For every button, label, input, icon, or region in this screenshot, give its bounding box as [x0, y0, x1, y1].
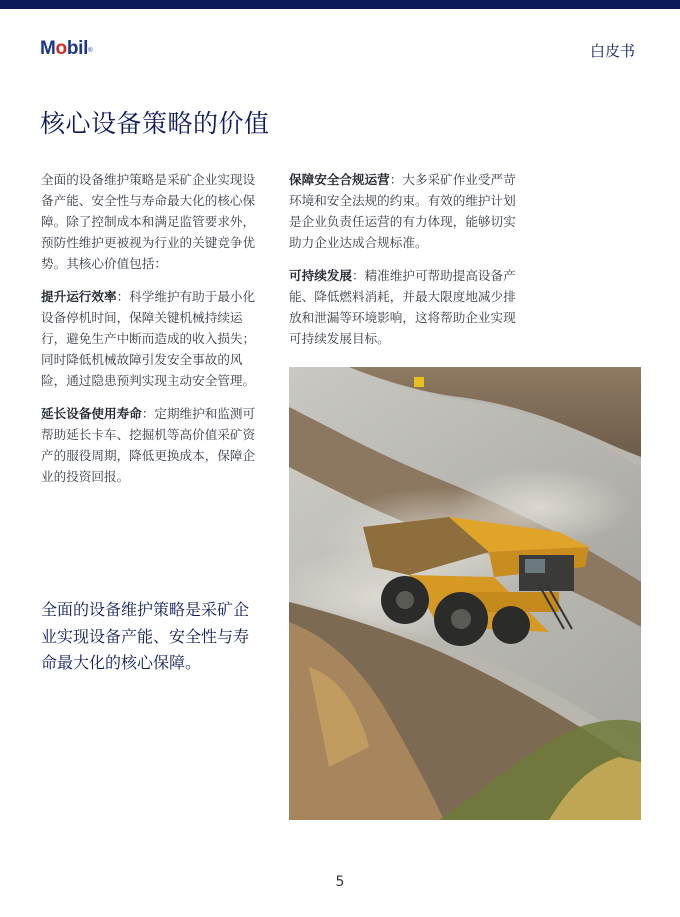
pull-quote: 全面的设备维护策略是采矿企业实现设备产能、安全性与寿命最大化的核心保障。: [41, 600, 250, 672]
page-title: 核心设备策略的价值: [40, 109, 270, 138]
compliance-paragraph: 保障安全合规运营：大多采矿作业受严苛环境和安全法规的约束。有效的维护计划是企业负责任运营的有力体现，能够切实助力企业达成合规标准。: [289, 172, 516, 250]
top-bar: [0, 0, 680, 9]
page-number: 5: [335, 874, 345, 890]
efficiency-body: 科学维护有助于最小化设备停机时间，保障关键机械持续运行，避免生产中断而造成的收入损失；同时降低机械故障引发安全事故的风险，通过隐患预判实现主动安全管理。: [41, 289, 256, 388]
left-column: [41, 169, 265, 499]
lifespan-paragraph: 延长设备使用寿命：定期维护和监测可帮助延长卡车、挖掘机等高价值采矿资产的服役周期，降低更换成本，保障企业的投资回报。: [41, 406, 256, 484]
efficiency-heading: 提升运行效率: [41, 289, 117, 304]
lifespan-heading: 延长设备使用寿命: [41, 406, 142, 421]
sustainability-heading: 可持续发展: [289, 268, 352, 283]
compliance-heading: 保障安全合规运营: [289, 172, 390, 187]
mobil-logo: Mobil®: [40, 38, 93, 59]
right-column: [289, 169, 519, 361]
efficiency-paragraph: 提升运行效率：科学维护有助于最小化设备停机时间，保障关键机械持续运行，避免生产中断而造成的收入损失；同时降低机械故障引发安全事故的风险，通过隐患预判实现主动安全管理。: [41, 289, 256, 388]
intro-paragraph: 全面的设备维护策略是采矿企业实现设备产能、安全性与寿命最大化的核心保障。除了控制成本和满足监管要求外，预防性维护更被视为行业的关键竞争优势。其核心价值包括：: [41, 172, 256, 271]
sustainability-paragraph: 可持续发展：精准维护可帮助提高设备产能、降低燃料消耗，并最大限度地减少排放和泄漏等环境影响，这将帮助企业实现可持续发展目标。: [289, 268, 516, 346]
sustainability-body: 精准维护可帮助提高设备产能、降低燃料消耗，并最大限度地减少排放和泄漏等环境影响，这将帮助企业实现可持续发展目标。: [289, 268, 516, 346]
compliance-body: 大多采矿作业受严苛环境和安全法规的约束。有效的维护计划是企业负责任运营的有力体现，能够切实助力企业达成合规标准。: [289, 172, 516, 250]
document-type-label: 白皮书: [589, 42, 635, 60]
lifespan-body: 定期维护和监测可帮助延长卡车、挖掘机等高价值采矿资产的服役周期，降低更换成本，保障企业的投资回报。: [41, 406, 256, 484]
mining-truck-photo: [289, 367, 641, 820]
